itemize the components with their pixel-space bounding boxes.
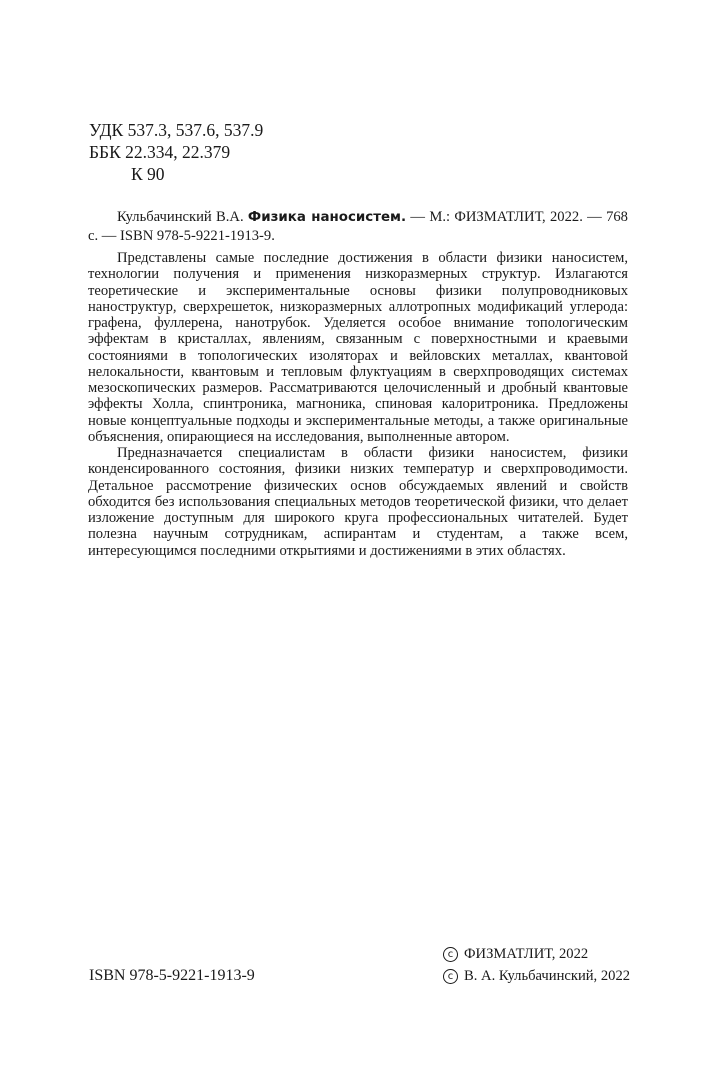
copyright-holder: В. А. Кульбачинский, 2022: [464, 968, 631, 984]
bbk-code: ББК 22.334, 22.379: [89, 142, 231, 162]
isbn-number: ISBN 978-5-9221-1913-9: [89, 967, 255, 984]
author-mark: К 90: [131, 164, 165, 184]
udk-code: УДК 537.3, 537.6, 537.9: [89, 120, 264, 140]
copyright-icon: c: [443, 969, 458, 984]
copyright-line-publisher: [443, 943, 630, 965]
citation-title: Физика наносистем.: [247, 210, 407, 225]
copyright-holder: ФИЗМАТЛИТ, 2022: [464, 946, 589, 962]
abstract-paragraph: Предназначается специалистам в области физики наносистем, физики конденсированного состояния, физики низких температур и сверхпроводимости. Детальное рассмотрение физических основ обсуждаемых явлений и свойств обходится без использования специальных методов теоретической физики, что делает изложение доступным для широкого круга профессиональных читателей. Будет полезна научным сотрудникам, аспирантам и студентам, а также всем, интересующимся последними открытиями и достижениями в этих областях.: [88, 445, 628, 559]
abstract-paragraph: Представлены самые последние достижения в области физики наносистем, технологии получения и применения низкоразмерных структур. Излагаются теоретические и экспериментальные основы физики полупроводниковых наноструктур, сверхрешеток, низкоразмерных аллотропных модификаций углерода: графена, фуллерена, нанотрубок. Уделяется особое внимание топологическим эффектам в кристаллах, явлениям, связанным с поверхностными и краевыми состояниями в топологических изоляторах и вейловских металлах, квантовой нелокальности, квантовым и тепловым флуктуациям в сверхпроводящих системах мезоскопических размеров. Рассматриваются целочисленный и дробный квантовые эффекты Холла, спинтроника, магноника, спиновая калоритроника. Предложены новые концептуальные подходы и экспериментальные методы, а также оригинальные объяснения, опирающиеся на исследования, выполненные автором.: [88, 250, 628, 445]
citation-publisher: — М.: ФИЗМАТЛИТ, 2022. — 768 с. — ISBN 978-5-9221-1913-9.: [88, 209, 628, 245]
bibliographic-citation: [88, 208, 628, 245]
copyright-line-author: [443, 965, 630, 987]
abstract: [88, 250, 628, 559]
citation-author: Кульбачинский В.А.: [117, 209, 244, 225]
copyright-icon: c: [443, 947, 458, 962]
classification-block: [89, 119, 263, 185]
copyright-block: [443, 943, 630, 987]
